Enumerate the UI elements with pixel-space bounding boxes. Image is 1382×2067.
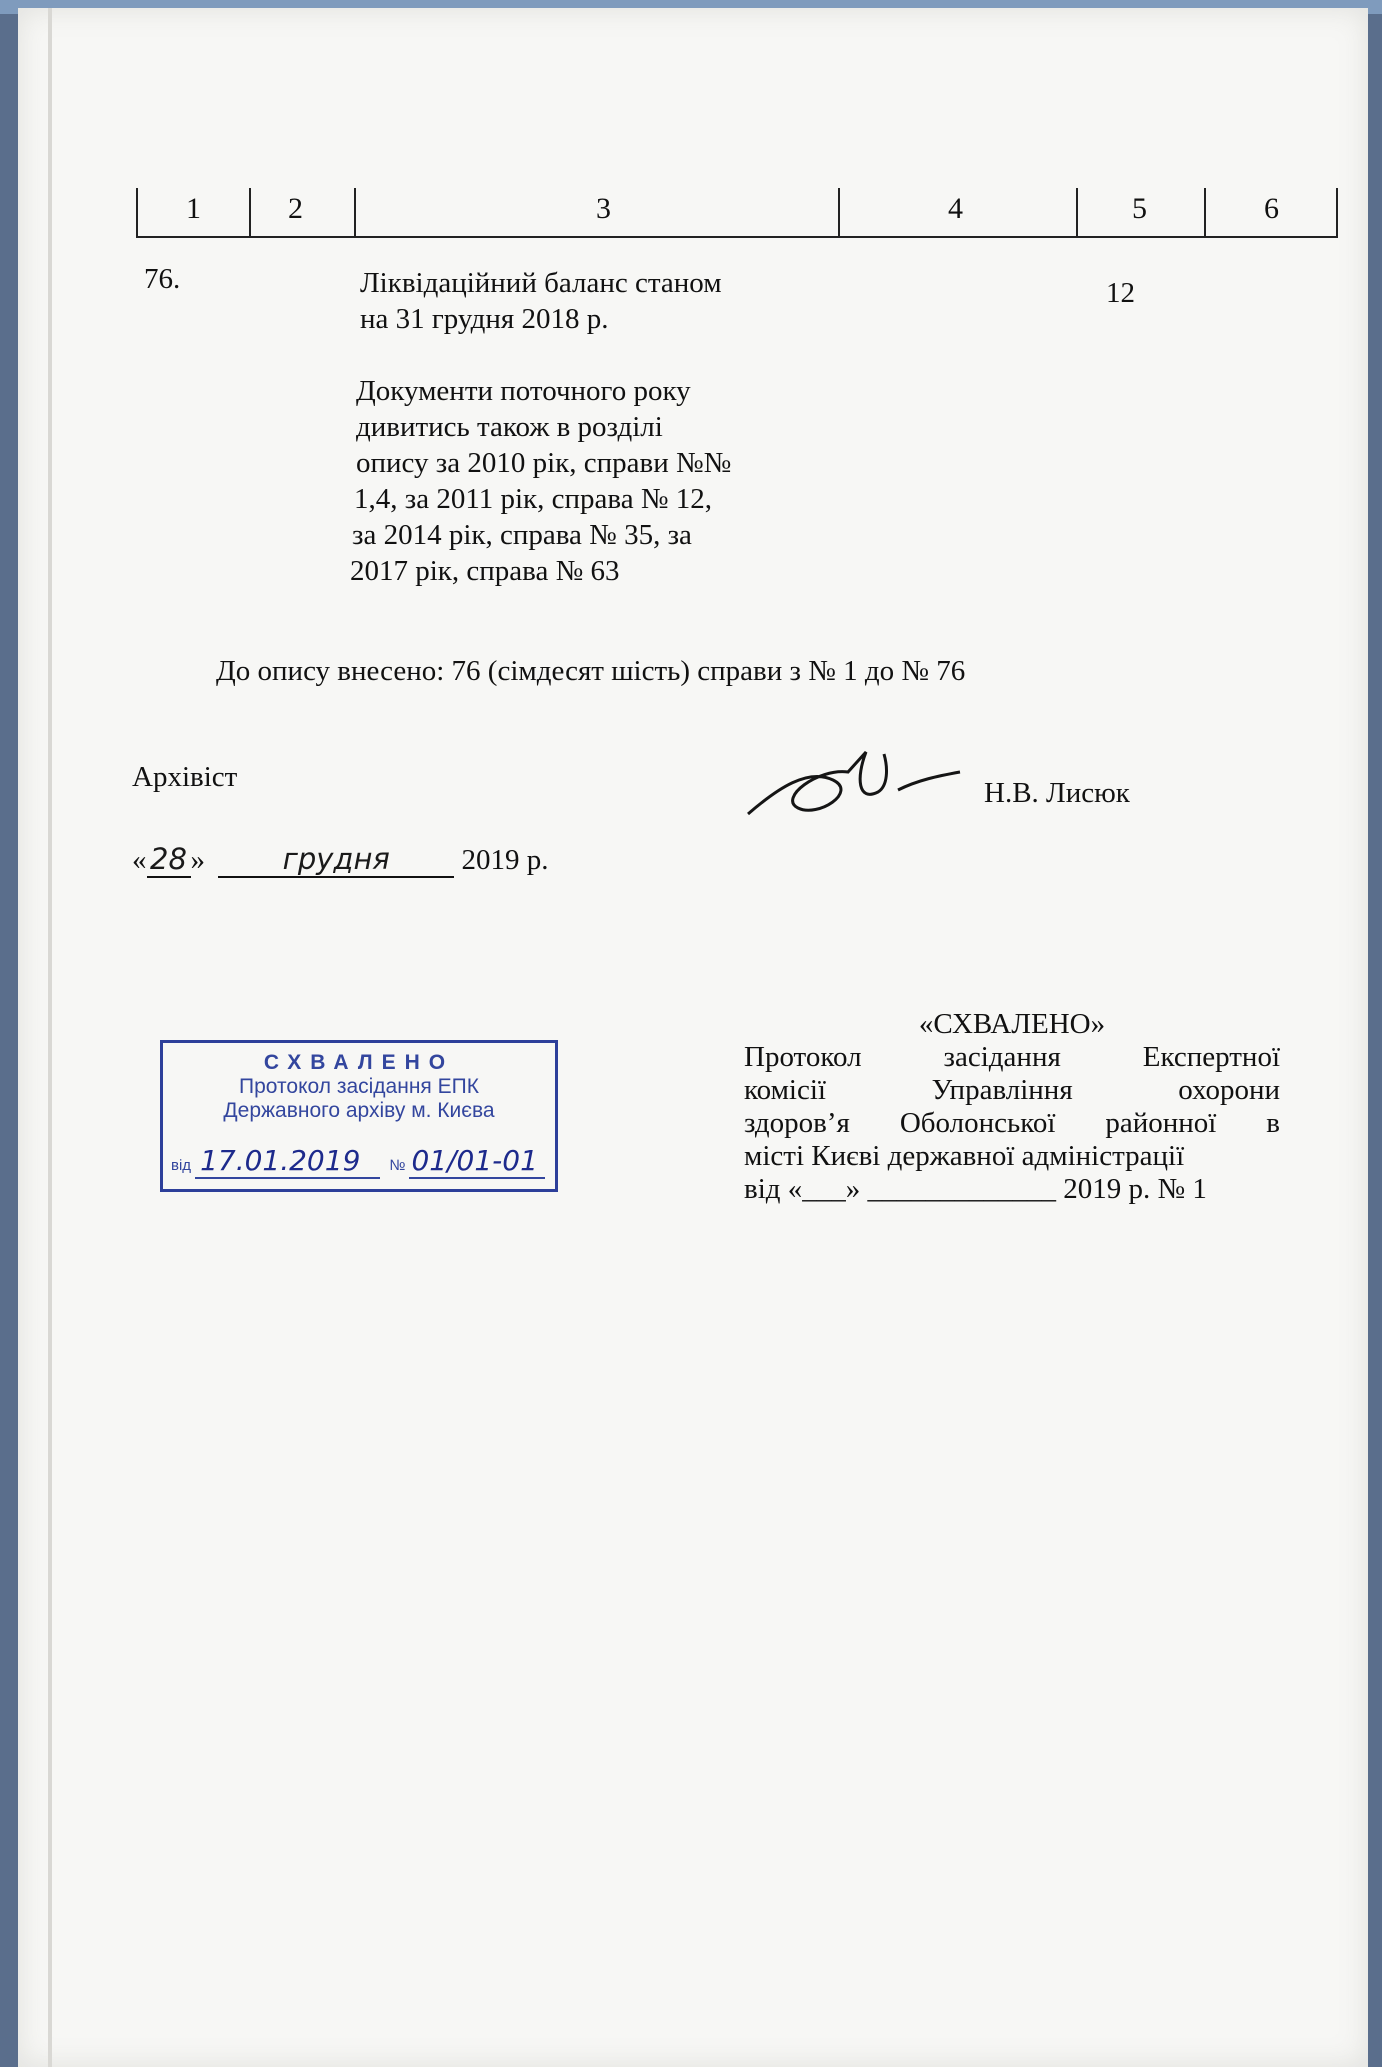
date-day: 28 [147, 842, 191, 878]
note-line-2: дивитись також в розділі [356, 411, 663, 443]
stamp-line1: Протокол засідання ЕПК [239, 1075, 479, 1098]
stamp-number-underline [409, 1177, 545, 1179]
approval-title: «СХВАЛЕНО» [918, 1008, 1106, 1040]
entry-title-line2: на 31 грудня 2018 р. [360, 303, 609, 335]
col-number-5: 5 [1132, 192, 1147, 225]
summary-text: До опису внесено: 76 (сімдесят шість) справи з № 1 до № 76 [216, 655, 966, 687]
approval-block [744, 1008, 1280, 1206]
date-quote-close: » [190, 844, 205, 876]
stamp-no-label: № [389, 1157, 406, 1174]
table-col-divider [838, 188, 840, 238]
stamp-title: СХВАЛЕНО [263, 1051, 455, 1074]
approval-line3: здоров’я Оболонської районної в [744, 1107, 1280, 1139]
stamp-from-label: від [171, 1157, 192, 1174]
table-header [136, 188, 1338, 238]
stamp-number: 01/01-01 [411, 1144, 538, 1177]
date-month: грудня [218, 842, 454, 878]
entry-title-line1: Ліквідаційний баланс станом [360, 267, 722, 299]
table-header-line [136, 236, 1338, 238]
entry-count: 12 [1106, 277, 1135, 309]
date-year: 2019 р. [461, 844, 549, 876]
table-col-divider [136, 188, 138, 238]
document-page [18, 8, 1368, 2067]
page-fold [48, 8, 52, 2067]
approval-stamp [160, 1040, 558, 1192]
approval-line5: від «___» _____________ 2019 р. № 1 [744, 1173, 1207, 1205]
stamp-line2: Державного архіву м. Києва [223, 1099, 495, 1122]
table-col-divider [249, 188, 251, 238]
col-number-4: 4 [948, 192, 963, 225]
stamp-date-underline [195, 1177, 380, 1179]
note-line-4: 1,4, за 2011 рік, справа № 12, [354, 483, 713, 515]
stamp-date-row [171, 1144, 540, 1177]
signature-role: Архівіст [132, 761, 238, 793]
note-line-1: Документи поточного року [356, 375, 691, 407]
entry-number: 76. [144, 263, 181, 295]
note-line-5: за 2014 рік, справа № 35, за [352, 519, 692, 551]
table-col-divider [1076, 188, 1078, 238]
table-col-divider [354, 188, 356, 238]
approval-line1: Протокол засідання Експертної [744, 1041, 1280, 1073]
table-col-divider [1204, 188, 1206, 238]
signature-mark [738, 728, 968, 828]
note-line-3: опису за 2010 рік, справи №№ [356, 447, 732, 479]
table-col-divider [1336, 188, 1338, 238]
col-number-2: 2 [288, 192, 303, 225]
col-number-3: 3 [596, 192, 611, 225]
signer-name: Н.В. Лисюк [984, 777, 1130, 809]
note-line-6: 2017 рік, справа № 63 [350, 555, 620, 587]
date-quote-open: « [132, 844, 147, 876]
col-number-6: 6 [1264, 192, 1279, 225]
signature-date [132, 842, 549, 878]
approval-line4: місті Києві державної адміністрації [744, 1140, 1185, 1172]
stamp-date: 17.01.2019 [200, 1144, 361, 1177]
approval-line2: комісії Управління охорони [744, 1074, 1280, 1106]
col-number-1: 1 [186, 192, 201, 225]
